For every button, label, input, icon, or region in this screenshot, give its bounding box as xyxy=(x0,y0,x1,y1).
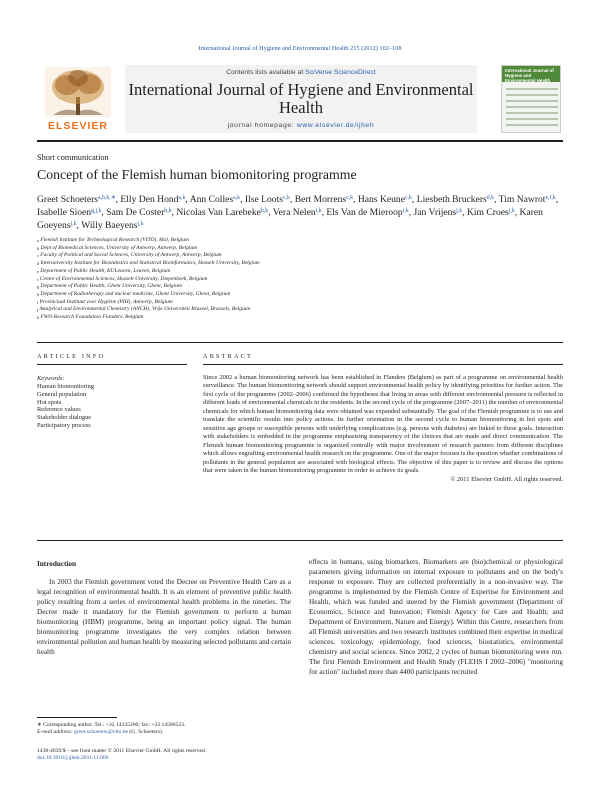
author-name: Elly Den Hond xyxy=(120,194,179,205)
affiliation-text: Flemish Institute for Technological Research (VITO), Mol, Belgium xyxy=(38,237,189,243)
author-name: Tim Nawrot xyxy=(498,194,546,205)
affiliation-item xyxy=(37,306,563,314)
issn-line: 1438-4639/$ – see front matter © 2011 Elsevier GmbH. All rights reserved. xyxy=(37,748,207,754)
intro-paragraph-right: effects in humans, using biomarkers. Biomarkers are (bio)chemical or physiological parameters giving information on internal exposure to pollutants and on the body's response to exposure. They are collected preferentially in a non-invasive way. The programme is implemented by the Flemish Centre of Expertise for Environment and Health, which was funded and steered by the Flemish government (Department of Economics, Science and Innovation; Flemish Agency for Care and Health; and Department of Environment, Nature and Energy). Within this Centre, researchers from all Flemish universities and two research institutes combined their expertise in medical sciences, toxicology, epidemiology, food sciences, biostatistics, environmental chemistry and social sciences. Since 2002, 2 cycles of human biomonitoring were run. The first Flemish Environment and Health Study (FLEHS I 2002–2006) "monitoring for action" included more than 4400 participants recruited xyxy=(309,558,563,676)
author-affiliation-marker[interactable]: d,k xyxy=(486,195,495,201)
affiliation-key: f xyxy=(37,276,39,282)
author-name: Els Van de Mieroop xyxy=(326,207,403,219)
abstract-heading: ABSTRACT xyxy=(203,353,253,360)
cover-title: International Journal of Hygiene and Environmental Health xyxy=(505,68,554,83)
author-name: Kim Croes xyxy=(466,207,509,219)
author[interactable] xyxy=(176,207,268,218)
keyword: Human biomonitoring xyxy=(37,383,94,390)
author-name: Isabelle Sioen xyxy=(37,207,92,219)
affiliation-key: k xyxy=(37,315,40,321)
affiliation-key: i xyxy=(37,299,39,305)
author[interactable] xyxy=(413,207,462,218)
affiliation-text: Dept of Biomedical Sciences, University of Antwerp, Antwerp, Belgium xyxy=(39,244,198,251)
introduction-heading: Introduction xyxy=(37,560,77,568)
masthead-banner xyxy=(125,65,477,133)
author-affiliation-marker[interactable]: i,k xyxy=(402,208,409,215)
header-divider xyxy=(37,140,563,142)
author-affiliation-marker[interactable]: c,k xyxy=(282,195,290,201)
affiliation-key: e xyxy=(37,268,39,274)
author[interactable] xyxy=(273,207,322,218)
author[interactable] xyxy=(245,194,290,205)
author-list: Greet Schoeters$^{a,b,k,∗}$, Elly Den Hond$^{a,k}$, Ann Colles$^{a,k}$, Ilse Loots$^{c,k}$, Bert Morrens$^{c,k}$, Hans Keune$^{c,k}$, Liesbeth Bruckers$^{d,k}$, Tim Nawrot$^{e,f,k}$, Isabelle Sioen$^{g,j,k}$, Sam De Coster$^{h,k}$, Nicolas Van Larebeke$^{h,k}$, Vera Nelen$^{i,k}$, Els Van de Mieroop$^{i,k}$, Jan Vrijens$^{j,k}$, Kim Croes$^{j,k}$, Karen Goeyens$^{j,k}$, Willy Baeyens$^{j,k}$ xyxy=(37,194,559,232)
email-label: E-mail address: xyxy=(37,729,73,736)
affiliation-item xyxy=(37,237,563,245)
author[interactable] xyxy=(467,207,515,218)
abstract-divider xyxy=(37,540,563,541)
author-name: Liesbeth Bruckers xyxy=(416,194,487,205)
doi-link[interactable]: doi:10.1016/j.ijheh.2011.11.006 xyxy=(37,755,109,762)
author-affiliation-marker[interactable]: j,k xyxy=(456,208,463,215)
author-affiliation-marker[interactable]: j,k xyxy=(508,208,515,215)
affiliation-list xyxy=(37,237,563,322)
abstract-body xyxy=(203,374,563,484)
author-affiliation-marker[interactable]: g,j,k xyxy=(91,208,102,215)
author-affiliation-marker[interactable]: c,k xyxy=(346,195,354,201)
keyword: Participatory process xyxy=(37,421,91,429)
article-info-heading: ARTICLE INFO xyxy=(37,353,106,360)
front-matter xyxy=(37,748,297,763)
author-name: Bert Morrens xyxy=(294,194,347,205)
author-name: Ann Colles xyxy=(189,194,234,205)
affiliation-item xyxy=(37,291,563,299)
author-name: Willy Baeyens xyxy=(81,220,138,232)
author[interactable] xyxy=(37,207,101,218)
affiliations-divider xyxy=(37,342,563,343)
elsevier-logo[interactable] xyxy=(37,65,119,133)
sciencedirect-link[interactable]: SciVerse ScienceDirect xyxy=(305,69,376,76)
affiliation-item xyxy=(37,283,563,291)
author-name: Karen Goeyens xyxy=(37,207,543,232)
affiliation-key: a xyxy=(37,238,39,243)
elsevier-wordmark: ELSEVIER xyxy=(48,120,108,132)
affiliation-key: d xyxy=(37,261,40,267)
keywords-label: Keywords: xyxy=(37,375,65,382)
author[interactable] xyxy=(295,194,353,205)
author-affiliation-marker[interactable]: a,k xyxy=(233,195,241,201)
article-info-rule xyxy=(37,364,187,365)
author-affiliation-marker[interactable]: a,b,k,∗ xyxy=(98,195,116,201)
keyword: General population xyxy=(37,390,87,398)
abstract-text: Since 2002 a human biomonitoring network has been established in Flanders (Belgium) as part of a programme on environmental health surveillance. The human biomonitoring network should support environmental health policy by identifying priorities for further action. The first cycle of the programme (2002–2006) confirmed the hypotheses that living in areas with different environmental pressure is reflected in different loads of environmental chemicals in the residents. In the second cycle of the programme (2007–2011) the number of environmental chemicals for which human biomonitoring data were obtained was expanded substantially. The goal of the Flemish programme is to use and translate the scientific results into policy actions. Its further orientation in the second cycle to human biomonitoring in hot spots and sensitive age groups or susceptible persons with underlying complications (e.g. persons with diabetes) are linked to these goals. Interaction with stakeholders is embedded in the programme emphasizing transparency of the choices that are made and direct communication. The Flemish human biomonitoring programme is organized centrally with major involvement of research partners from different disciplines which allows engrafting environmental health research on the programme. One of the major focuses is the question whether combinations of pollutants in the general population are associated with biological effects. The objective of this paper is to review and discuss the options that were taken in the human biomonitoring programme in order to achieve its goals. xyxy=(203,374,563,475)
homepage-label: journal homepage: xyxy=(227,122,295,129)
abstract-rule xyxy=(203,364,563,365)
author[interactable] xyxy=(358,194,412,205)
elsevier-tree-icon xyxy=(45,67,111,117)
author-affiliation-marker[interactable]: i,k xyxy=(315,208,322,215)
affiliation-text: Department of Public Health, KULeuven, Leuven, Belgium xyxy=(38,267,171,274)
author-name: Greet Schoeters xyxy=(37,194,99,205)
affiliation-text: Interuniversity Institute for Biostatistics and Statistical Bioinformatics, Hasselt University, Belgium xyxy=(39,260,260,267)
affiliation-text: Department of Public Health, Ghent University, Ghent, Belgium xyxy=(39,283,182,290)
affiliation-key: h xyxy=(37,291,40,297)
section-type: Short communication xyxy=(37,153,109,162)
author-affiliation-marker[interactable]: a,k xyxy=(178,195,186,201)
author-affiliation-marker[interactable]: h,k xyxy=(260,208,269,215)
author-name: Jan Vrijens xyxy=(413,207,457,219)
author-name: Hans Keune xyxy=(357,194,405,205)
author-affiliation-marker[interactable]: j,k xyxy=(70,221,77,228)
affiliation-text: FWO Research Foundation Flanders, Belgium xyxy=(39,314,144,321)
masthead xyxy=(37,65,562,133)
affiliation-item xyxy=(37,260,563,268)
contents-prefix: Contents lists available at xyxy=(226,69,304,76)
author-affiliation-marker[interactable]: j,k xyxy=(137,221,144,228)
email-suffix: (G. Schoeters). xyxy=(129,729,164,736)
author-name: Vera Nelen xyxy=(272,207,316,219)
journal-title: International Journal of Hygiene and Environmental Health xyxy=(128,80,474,117)
footnotes xyxy=(37,722,297,737)
contents-line xyxy=(125,69,477,76)
affiliation-text: Provinciaal Instituut voor Hygiëne (PIH), Antwerp, Belgium xyxy=(38,298,173,305)
author-name: Nicolas Van Larebeke xyxy=(176,207,261,219)
keyword-list xyxy=(37,383,187,430)
author[interactable] xyxy=(499,194,556,205)
author-affiliation-marker[interactable]: c,k xyxy=(404,195,412,201)
author-name: Sam De Coster xyxy=(106,207,165,219)
journal-cover-thumbnail[interactable] xyxy=(501,65,561,133)
affiliation-key: g xyxy=(37,284,40,290)
author[interactable] xyxy=(326,207,408,218)
author-affiliation-marker[interactable]: e,f,k xyxy=(545,195,556,201)
copyright-notice: © 2011 Elsevier GmbH. All rights reserved. xyxy=(450,475,563,483)
author-name: Ilse Loots xyxy=(244,194,283,205)
author-affiliation-marker[interactable]: h,k xyxy=(164,208,172,215)
footnote-rule xyxy=(37,717,117,718)
journal-reference[interactable]: International Journal of Hygiene and Environmental Health 215 (2012) 102–108 xyxy=(198,45,402,52)
author[interactable] xyxy=(120,194,185,205)
keyword: Stakeholder dialogue xyxy=(37,414,92,422)
affiliation-item xyxy=(37,268,563,276)
homepage-link[interactable]: www.elsevier.de/ijheh xyxy=(296,122,375,129)
author[interactable] xyxy=(81,220,143,231)
author[interactable] xyxy=(106,207,171,218)
article-title: Concept of the Flemish human biomonitoring programme xyxy=(37,167,357,182)
journal-homepage xyxy=(125,122,477,129)
affiliation-key: b xyxy=(37,245,40,251)
affiliation-text: Centre of Environmental Sciences, Hasselt University, Diepenbeek, Belgium xyxy=(38,275,208,282)
affiliation-text: Department of Radiotherapy and nuclear medicine, Ghent University, Ghent, Belgium xyxy=(39,290,231,297)
author[interactable] xyxy=(37,194,116,205)
author[interactable] xyxy=(417,194,494,205)
intro-paragraph-left: In 2003 the Flemish government voted the Decree on Preventive Health Care as a legal recognition of environmental health. It is an element of preventive public health policy resulting from a series of environmental health problems in the nineties. The Decree made it mandatory for the Flemish government to perform a human biomonitoring (HBM) programme, being an important policy signal. The human biomonitoring programme investigates the very complex relation between environmental pollution and human health by measuring selected pollutants and certain health xyxy=(37,578,291,656)
affiliation-item xyxy=(37,252,563,260)
keyword: Hot spots xyxy=(37,398,62,406)
email-link[interactable]: greet.schoeters@vito.be xyxy=(74,729,129,736)
affiliation-text: Faculty of Political and Social Sciences, University of Antwerp, Antwerp, Belgium xyxy=(38,252,222,259)
author[interactable] xyxy=(190,194,240,205)
affiliation-text: Analytical and Environmental Chemistry (ANCH), Vrije Universiteit Brussel, Brussels, Belgium xyxy=(38,306,251,313)
cover-decoration xyxy=(506,88,558,130)
corresponding-author-note: ∗ Corresponding author. Tel.: +32 14335200; fax: +32 14580523. xyxy=(37,722,186,728)
keyword: Reference values xyxy=(37,406,81,414)
affiliation-key: j xyxy=(37,307,39,313)
affiliation-key: c xyxy=(37,253,39,259)
email-note xyxy=(37,729,297,736)
affiliation-item xyxy=(37,314,563,322)
